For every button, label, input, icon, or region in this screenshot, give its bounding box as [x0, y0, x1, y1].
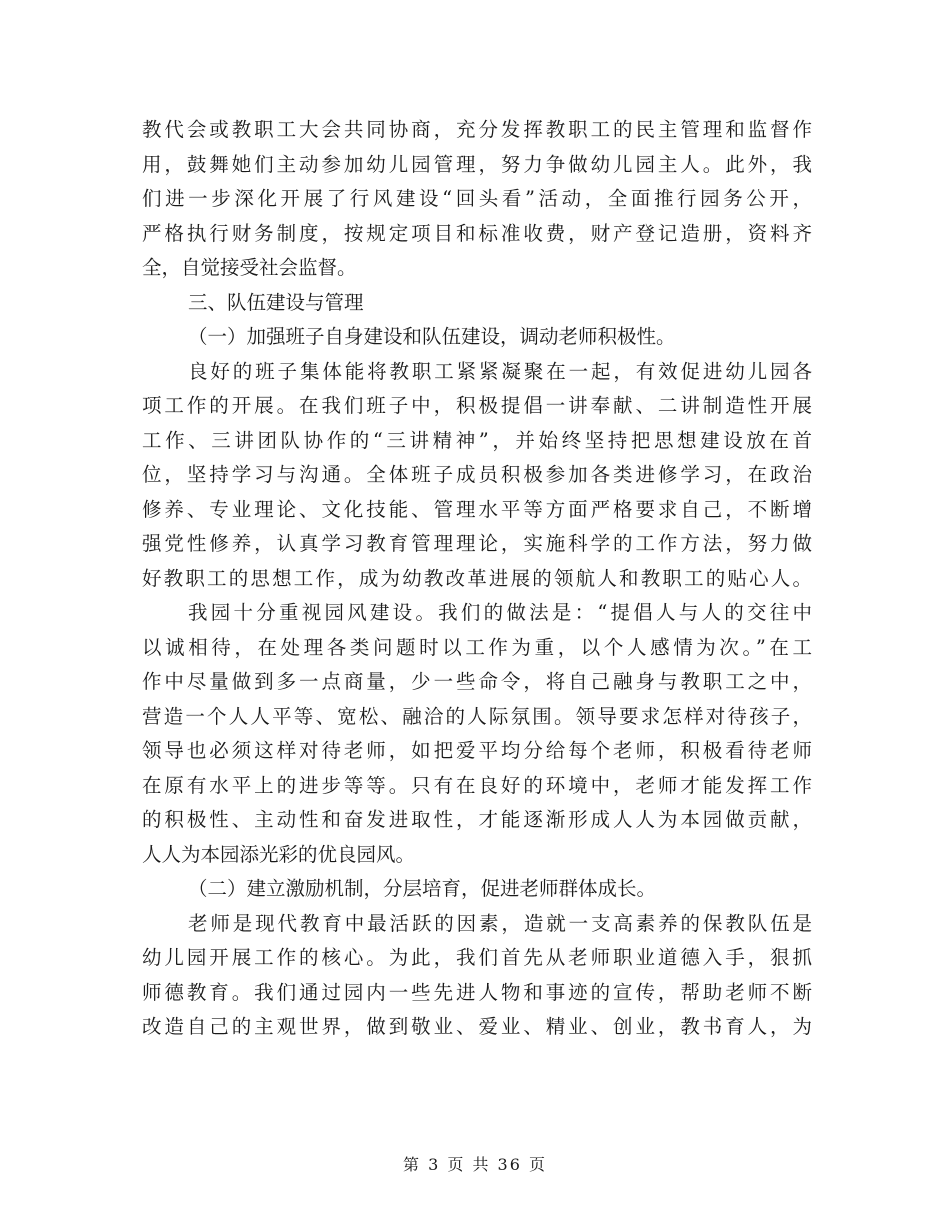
- subsection-heading: （二）建立激励机制，分层培育，促进老师群体成长。: [188, 877, 657, 900]
- text-line: 教代会或教职工大会共同协商，充分发挥教职工的民主管理和监督作: [142, 118, 812, 141]
- document-body: [142, 113, 812, 1045]
- text-line: 们进一步深化开展了行风建设“回头看”活动，全面推行园务公开，: [142, 187, 812, 210]
- text-line: 项工作的开展。在我们班子中，积极提倡一讲奉献、二讲制造性开展: [142, 394, 812, 417]
- text-line: 的积极性、主动性和奋发进取性，才能逐渐形成人人为本园做贡献，: [142, 808, 812, 831]
- text-line: 用，鼓舞她们主动参加幼儿园管理，努力争做幼儿园主人。此外，我: [142, 152, 812, 176]
- text-line: 全，自觉接受社会监督。: [142, 256, 357, 279]
- text-line: 工作、三讲团队协作的“三讲精神”，并始终坚持把思想建设放在首: [142, 428, 812, 452]
- text-line: 老师是现代教育中最活跃的因素，造就一支高素养的保教队伍是: [188, 911, 812, 935]
- text-line: 作中尽量做到多一点商量，少一些命令，将自己融身与教职工之中，: [142, 670, 812, 693]
- text-line: 营造一个人人平等、宽松、融洽的人际氛围。领导要求怎样对待孩子，: [142, 704, 812, 728]
- text-line: 好教职工的思想工作，成为幼教改革进展的领航人和教职工的贴心人。: [142, 566, 812, 590]
- text-line: 在原有水平上的进步等等。只有在良好的环境中，老师才能发挥工作: [142, 773, 812, 797]
- subsection-heading: （一）加强班子自身建设和队伍建设，调动老师积极性。: [188, 325, 676, 348]
- section-heading: 三、队伍建设与管理: [188, 290, 364, 314]
- text-line: 师德教育。我们通过园内一些先进人物和事迹的宣传，帮助老师不断: [142, 980, 812, 1004]
- text-line: 良好的班子集体能将教职工紧紧凝聚在一起，有效促进幼儿园各: [188, 359, 812, 383]
- page-footer: 第 3 页 共 36 页: [403, 1155, 547, 1174]
- text-line: 我园十分重视园风建设。我们的做法是：“提倡人与人的交往中: [188, 601, 812, 624]
- text-line: 人人为本园添光彩的优良园风。: [142, 842, 416, 866]
- text-line: 领导也必须这样对待老师，如把爱平均分给每个老师，积极看待老师: [142, 739, 812, 762]
- text-line: 严格执行财务制度，按规定项目和标准收费，财产登记造册，资料齐: [142, 221, 812, 245]
- text-line: 改造自己的主观世界，做到敬业、爱业、精业、创业，教书育人，为: [142, 1015, 812, 1038]
- text-line: 强党性修养，认真学习教育管理理论，实施科学的工作方法，努力做: [142, 532, 812, 555]
- text-line: 位，坚持学习与沟通。全体班子成员积极参加各类进修学习，在政治: [142, 463, 812, 486]
- text-line: 以诚相待，在处理各类问题时以工作为重，以个人感情为次。”在工: [142, 635, 812, 659]
- text-line: 幼儿园开展工作的核心。为此，我们首先从老师职业道德入手，狠抓: [142, 946, 812, 969]
- text-line: 修养、专业理论、文化技能、管理水平等方面严格要求自己，不断增: [142, 497, 812, 521]
